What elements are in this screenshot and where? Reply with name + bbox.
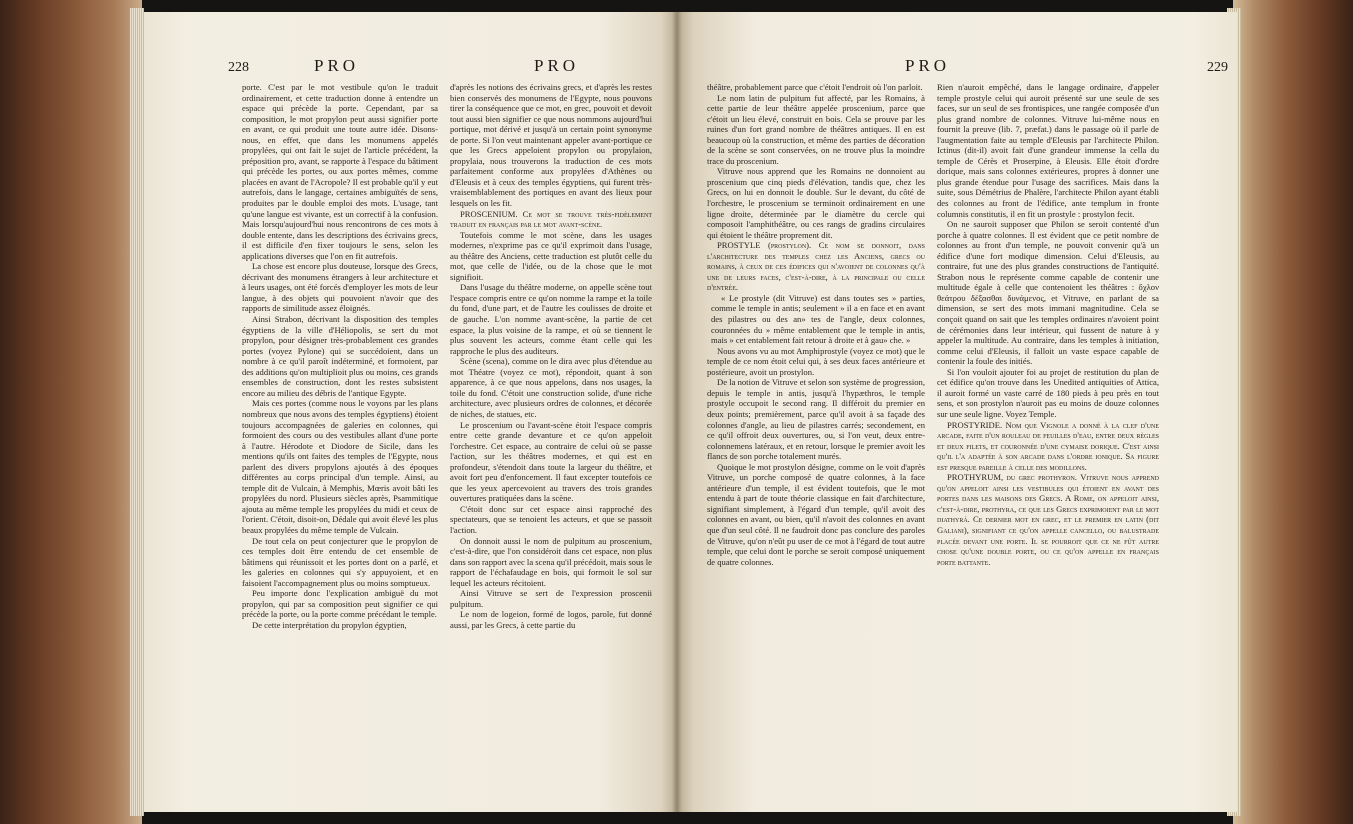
- paragraph: Si l'on vouloit ajouter foi au projet de restitution du plan de cet édifice qu'on trouve dans les Unedited antiquities of Attica, il auroit formé un vaste carré de 180 pieds à peu près en tout sens, et son prostylon n'auroit pas eu moins de douze colonnes sur une seule ligne. Voyez Temple.: [937, 366, 1159, 419]
- paragraph: Le proscenium ou l'avant-scène étoit l'espace compris entre cette grande devanture et ce qu'on appeloit l'orchestre. Cet espace, au contraire de celui où se passe l'action, sur les théâtres modernes, et qui est en profondeur, s'étendoit dans toute la largeur du théâtre, et avoit fort peu d'enfoncement. Il faut excepter toutefois ce que les yeux apercevoient au travers des trois grandes ouvertures pratiquées dans la scène.: [450, 419, 652, 504]
- paragraph: Vitruve nous apprend que les Romains ne donnoient au proscenium que cinq pieds d'élévation, tandis que, chez les Grecs, on lui en donnoit le double. Sur le devant, du côté de l'orchestre, le proscenium se terminoit ordinairement en une ligne droite, déterminée par le diamètre du cercle qui composoit l'amphithéâtre, ou ces rangs de gradins circulaires qui étoient le théâtre proprement dit.: [707, 166, 925, 240]
- paragraph: Nous avons vu au mot Amphiprostyle (voyez ce mot) que le temple de ce nom étoit celui qui, à ses deux faces antérieure et postérieure, avoit un prostylon.: [707, 345, 925, 377]
- entry-proscenium: PROSCENIUM. Ce mot se trouve très-fidèlement traduit en français par le mot avant-scène.: [450, 208, 652, 230]
- right-column-2: [937, 82, 1159, 702]
- paragraph: Peu importe donc l'explication ambiguë du mot propylon, qui par sa composition peut signifier ce qui précède la porte, ou la porte comme précédant le temple.: [242, 588, 438, 620]
- paragraph: théâtre, probablement parce que c'étoit l'endroit où l'on parloit.: [707, 82, 923, 92]
- left-column-1: [242, 82, 438, 702]
- paragraph: Le nom latin de pulpitum fut affecté, par les Romains, à cette partie de leur théâtre appelée proscenium, parce que c'étoit un lieu élevé, construit en bois. Cela se prouve par les ruines d'un fort grand nombre de théâtres antiques. Il en est beaucoup où la construction, et même des parties de décoration de la scène se sont conservées, on ne trouve plus la moindre trace du proscenium.: [707, 92, 925, 166]
- paragraph: Dans l'usage du théâtre moderne, on appelle scène tout l'espace compris entre ce qu'on nomme la rampe et la toile du fond, d'une part, et de l'autre les coulisses de droite et de gauche. L'on nomme avant-scène, la partie de cet espace, la plus voisine de la rampe, et où se tiennent le plus souvent les acteurs, comme étant celle qui les rapproche le plus des auditeurs.: [450, 282, 652, 356]
- paragraph: Ainsi Strabon, décrivant la disposition des temples égyptiens de la ville d'Héliopolis, se sert du mot propylon, pour désigner très-probablement ces grandes portes (voyez Pylone) qui se succédoient, dans un nombre à ce qu'il paroît indéterminé, et formoient, par des additions qu'on multiplioit plus ou moins, ces grands ensembles de construction, dont les restes subsistent encore au milieu des débris de l'antique Egypte.: [242, 314, 438, 398]
- paragraph: De tout cela on peut conjecturer que le propylon de ces temples doit être entendu de cet ensemble de bâtimens qui réunissoit et les portes dont on a parlé, et les galeries en colonnes qui s'y appuyoient, et en faisoient l'accompagnement plus ou moins somptueux.: [242, 535, 438, 588]
- paragraph: C'étoit donc sur cet espace ainsi rapproché des spectateurs, que se tenoient les acteurs, et que se passoit l'action.: [450, 503, 652, 535]
- book-edge-right: [1233, 0, 1353, 824]
- paragraph: Mais ces portes (comme nous le voyons par les plans nombreux que nous avons des temples égyptiens) étoient toujours accompagnées de galeries en colonnes, qui formoient des cours ou des vestibules allant d'une porte à l'autre. Hérodote et Diodore de Sicile, dans les mentions qu'ils ont faites des temples de l'Egypte, nous parlent des divers propylons ajoutés à des époques différentes au corps principal d'un temple. Ainsi, au temple dit de Vulcain, à Memphis, Mœris avoit bâti les propylées du nord. Plusieurs siècles après, Psammitique ajouta au même temple les propylées du midi et ceux de l'orient. C'étoit, disoit-on, Dédale qui avoit élevé les plus beaux propylées du même temple de Vulcain.: [242, 398, 438, 535]
- paragraph: Quoique le mot prostylon désigne, comme on le voit d'après Vitruve, un porche composé de quatre colonnes, à la face antérieure d'un temple, il est évident toutefois, que le mot entendu à part de toute théorie classique en fait d'architecture, signifiant simplement, à l'égard d'un temple, qu'il avoit des colonnes en avant, ou bien, qu'il n'avoit des colonnes en avant que d'un seul côté. Il ne faudroit donc pas conclure des paroles de Vitruve, qu'on n'eût pu user de ce mot à l'égard de tout autre temple, que celui dont le porche se seroit composé uniquement de quatre colonnes.: [707, 461, 925, 567]
- paragraph: Rien n'auroit empêché, dans le langage ordinaire, d'appeler temple prostyle celui qui auroit présenté sur une seule de ses faces, sur un seul de ses frontispices, une rangée composée d'un plus grand nombre de colonnes. Vitruve lui-même nous en fournit la preuve (lib. 7, præfat.) dans le passage où il parle de l'augmentation faite au temple d'Eleusis par l'architecte Philon. Ictinus (dit-il) avoit fait d'une grandeur immense la cella du temple de Cérès et Proserpine, à Eleusis. Elle étoit d'ordre dorique, mais sans colonnes extérieures, propres à donner une plus grande étendue pour l'usage des sacrifices. Mais dans la suite, sous Démétrius de Phalère, l'architecte Philon ayant établi des colonnes au front de l'édifice, ante templum in fronte columnis constitutis, il en fit un prostyle : prostylon fecit.: [937, 82, 1159, 219]
- quote-vitruve: « Le prostyle (dit Vitruve) est dans toutes ses » parties, comme le temple in antis; seulement » il a en face et en avant des pilastres ou des an» tes de l'angle, deux colonnes, couronnées du » même entablement que le temple in antis, mais » cet entablement fait retour à droite et à gau» che. »: [711, 292, 925, 346]
- running-head-right: PRO: [905, 56, 951, 75]
- left-page: [144, 12, 677, 812]
- right-column-1: [707, 82, 925, 702]
- paragraph: On donnoit aussi le nom de pulpitum au proscenium, c'est-à-dire, que l'on considéroit dans cet espace, non plus dans son rapport avec la scena qu'il précédoit, mais sous le rapport de l'échafaudage en bois, qui formoit le sol sur lequel les acteurs récitoient.: [450, 535, 652, 588]
- page-number-left: 228: [228, 60, 249, 75]
- paragraph: Toutefois comme le mot scène, dans les usages modernes, n'exprime pas ce qu'il exprimoit dans l'usage, au théâtre des Anciens, cette traduction est plutôt celle du mot, que celle de l'idée, ou de la chose que le mot signifioit.: [450, 229, 652, 282]
- paragraph: On ne sauroit supposer que Philon se seroit contenté d'un porche à quatre colonnes. Il est évident que ce petit nombre de colonnes au front d'un temple, ne pouvoit convenir qu'à un édifice d'une fort modique dimension. Celui d'Eleusis, au contraire, fut une des plus grandes constructions de l'antiquité. Strabon nous le représente comme capable de contenir une multitude égale à celle que contenoient les théâtres : ὄχλον θεάτρου δέξασθαι δυνάμενος, et Vitruve, en parlant de sa dimension, se sert des mots immani magnitudine. Cela se conçoit quand on sait que les temples ordinaires n'avoient point de cérémonies dans leur intérieur, qui fussent de nature à y appeler la multitude. Au contraire, dans les temples à initiation, comme celui d'Eleusis, il falloit un vaste espace capable de contenir la foule des initiés.: [937, 219, 1159, 367]
- paragraph: De cette interprétation du propylon égyptien,: [252, 619, 407, 630]
- paragraph: Scène (scena), comme on le dira avec plus d'étendue au mot Théatre (voyez ce mot), répondoit, quant à son apparence, à ce que nous appelons, dans nos usages, la toile du fond. C'étoit une construction solide, d'une riche architecture, avec plusieurs ordres de colonnes, et décorée de niches, de statues, etc.: [450, 356, 652, 419]
- running-head-left-2: PRO: [534, 56, 580, 75]
- page-number-right: 229: [1207, 60, 1228, 75]
- paragraph: Ainsi Vitruve se sert de l'expression proscenii pulpitum.: [450, 588, 652, 609]
- paragraph: La chose est encore plus douteuse, lorsque des Grecs, décrivant des monumens étrangers à leur architecture et à leurs usages, ont été forcés d'employer les mots de leur langue, à des objets qui pouvoient n'avoir que des rapports de similitude assez éloignés.: [242, 261, 438, 314]
- entry-prostyride: PROSTYRIDE. Nom que Vignole a donné à la clef d'une arcade, faite d'un rouleau de feuilles d'eau, entre deux règles et deux filets, et couronnée d'une cymaise dorique. C'est ainsi qu'il l'a adaptée à son arcade dans l'ordre ionique. Sa figure est presque pareille à celle des modillons.: [937, 419, 1159, 472]
- running-head-left-1: PRO: [314, 56, 360, 75]
- paragraph: De la notion de Vitruve et selon son système de progression, depuis le temple in antis, jusqu'à l'hypæthros, le temple prostyle occupoit le second rang. Il différoit du premier en deux points; premièrement, parce qu'il avoit à sa façade des colonnes d'angle, au lieu de pilastres carrés; secondement, en ce qu'il offroit deux ouvertures, ou, si l'on veut, deux entre-colonnemens latéraux, et en retour, lorsque le premier avoit les flancs de son porche totalement murés.: [707, 377, 925, 462]
- paragraph: d'après les notions des écrivains grecs, et d'après les restes bien conservés des monumens de l'Egypte, nous pouvons tirer la conséquence que ce mot, en grec, pouvoit et devoit tout aussi bien signifier ce que nous nommons aujourd'hui portique, mot dérivé et jusqu'à un certain point synonyme de porte. Si l'on veut maintenant appeler avant-portique ce que les Grecs appeloient propylon ou propylaion, propylaia, nous trouverons la traduction de ces mots parfaitement conforme aux propylées d'Athènes ou d'Eleusis et à ceux des temples égyptiens, qui furent très-vraisemblablement des portiques en avant des lieux pour lesquels on les fit.: [450, 82, 652, 209]
- page-stack-left: [130, 8, 144, 816]
- entry-prostyle: PROSTYLE (prostylon). Ce nom se donnoit, dans l'architecture des temples chez les Anciens, grecs ou romains, à ceux de ces édifices qui n'avoient de colonnes qu'à une de leurs faces, c'est-à-dire, à la principale ou celle d'entrée.: [707, 240, 925, 293]
- right-page: [677, 12, 1237, 812]
- left-column-2: [450, 82, 652, 702]
- paragraph: porte. C'est par le mot vestibule qu'on le traduit ordinairement, et cette traduction donne à entendre un espace qui précède la porte. Cependant, par sa composition, le mot propylon peut aussi signifier porte en avant, ce qui produit une toute autre idée. Disons-nous, en effet, que dans les monumens appelés propylées, qui ont fait le sujet de l'article précédent, la préposition pro, avant, se rapporte à l'espace du bâtiment qui précède les portes, ou aux portes mêmes, comme placées en avant de l'Acropole? Il est probable qu'il y eut autrefois, dans le langage, certaines ambiguïtés de sens, produites par le double emploi des mots. L'usage, tant qu'une langue est vivante, est un correctif à la confusion. Mais lorsqu'aujourd'hui nous rencontrons de ces mots à double entente, dans les descriptions des écrivains grecs, il est difficile d'en fixer toujours le sens, selon les applications diverses que l'on en fit autrefois.: [242, 82, 438, 261]
- book-gutter: [672, 12, 682, 812]
- paragraph: Le nom de logeion, formé de logos, parole, fut donné aussi, par les Grecs, à cette partie du: [450, 609, 652, 630]
- book-edge-left: [0, 0, 142, 824]
- entry-prothyrum: PROTHYRUM, du grec prothyron. Vitruve nous apprend qu'on appeloit ainsi les vestibules qui étoient en avant des portes dans les maisons des Grecs. A Rome, on appeloit ainsi, c'est-à-dire, prothyra, ce que les Grecs exprimoient par le mot diathyrá. Ce dernier mot en grec, et le premier en latin (dit Galiani), signifiant ce qu'on appelle cancello, ou balustrade placée devant une porte. Il se pourroit que ce ne fût autre chose qu'une double porte, ou ce qu'on appelle en français porte battante.: [937, 472, 1159, 567]
